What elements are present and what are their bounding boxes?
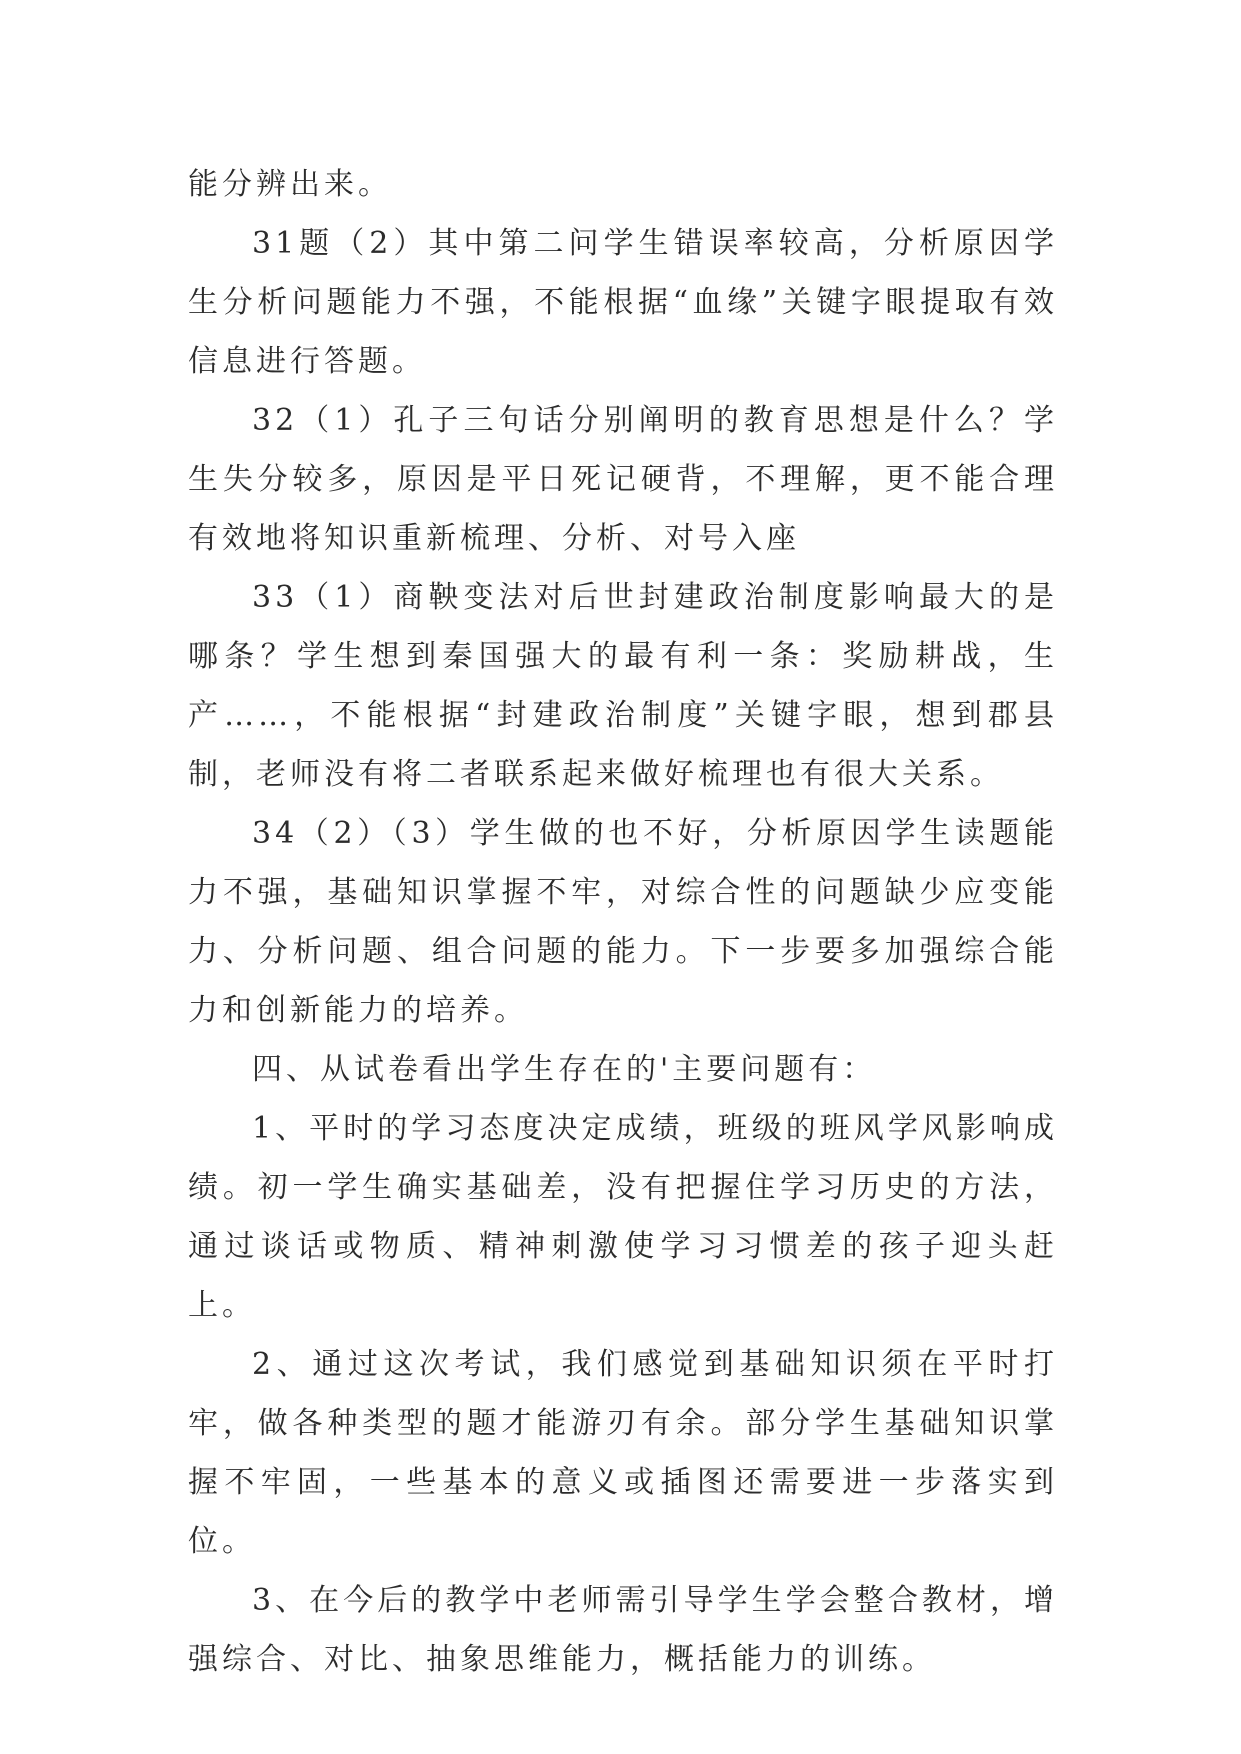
paragraph-continuation: 能分辨出来。 <box>188 167 392 202</box>
paragraph-question-33: 33（1）商鞅变法对后世封建政治制度影响最大的是哪条？学生想到秦国强大的最有利一条：奖励耕战，生产……，不能根据“封建政治制度”关键字眼，想到郡县制，老师没有将二者联系起来做好梳理也有很大关系。 <box>188 580 1058 792</box>
paragraph-problem-2: 2、通过这次考试，我们感觉到基础知识须在平时打牢，做各种类型的题才能游刃有余。部分学生基础知识掌握不牢固，一些基本的意义或插图还需要进一步落实到位。 <box>188 1347 1058 1559</box>
paragraph-problem-3: 3、在今后的教学中老师需引导学生学会整合教材，增强综合、对比、抽象思维能力，概括能力的训练。 <box>188 1583 1058 1677</box>
document-body <box>188 155 1058 1689</box>
paragraph-question-32: 32（1）孔子三句话分别阐明的教育思想是什么？学生失分较多，原因是平日死记硬背，不理解，更不能合理有效地将知识重新梳理、分析、对号入座 <box>188 403 1058 556</box>
paragraph-problem-1: 1、平时的学习态度决定成绩，班级的班风学风影响成绩。初一学生确实基础差，没有把握住学习历史的方法，通过谈话或物质、精神刺激使学习习惯差的孩子迎头赶上。 <box>188 1111 1058 1323</box>
paragraph-question-31: 31题（2）其中第二问学生错误率较高，分析原因学生分析问题能力不强，不能根据“血缘”关键字眼提取有效信息进行答题。 <box>188 226 1058 379</box>
paragraph-question-34: 34（2）（3）学生做的也不好，分析原因学生读题能力不强，基础知识掌握不牢，对综合性的问题缺少应变能力、分析问题、组合问题的能力。下一步要多加强综合能力和创新能力的培养。 <box>188 816 1058 1028</box>
section-heading-main-problems: 四、从试卷看出学生存在的'主要问题有： <box>252 1052 877 1087</box>
